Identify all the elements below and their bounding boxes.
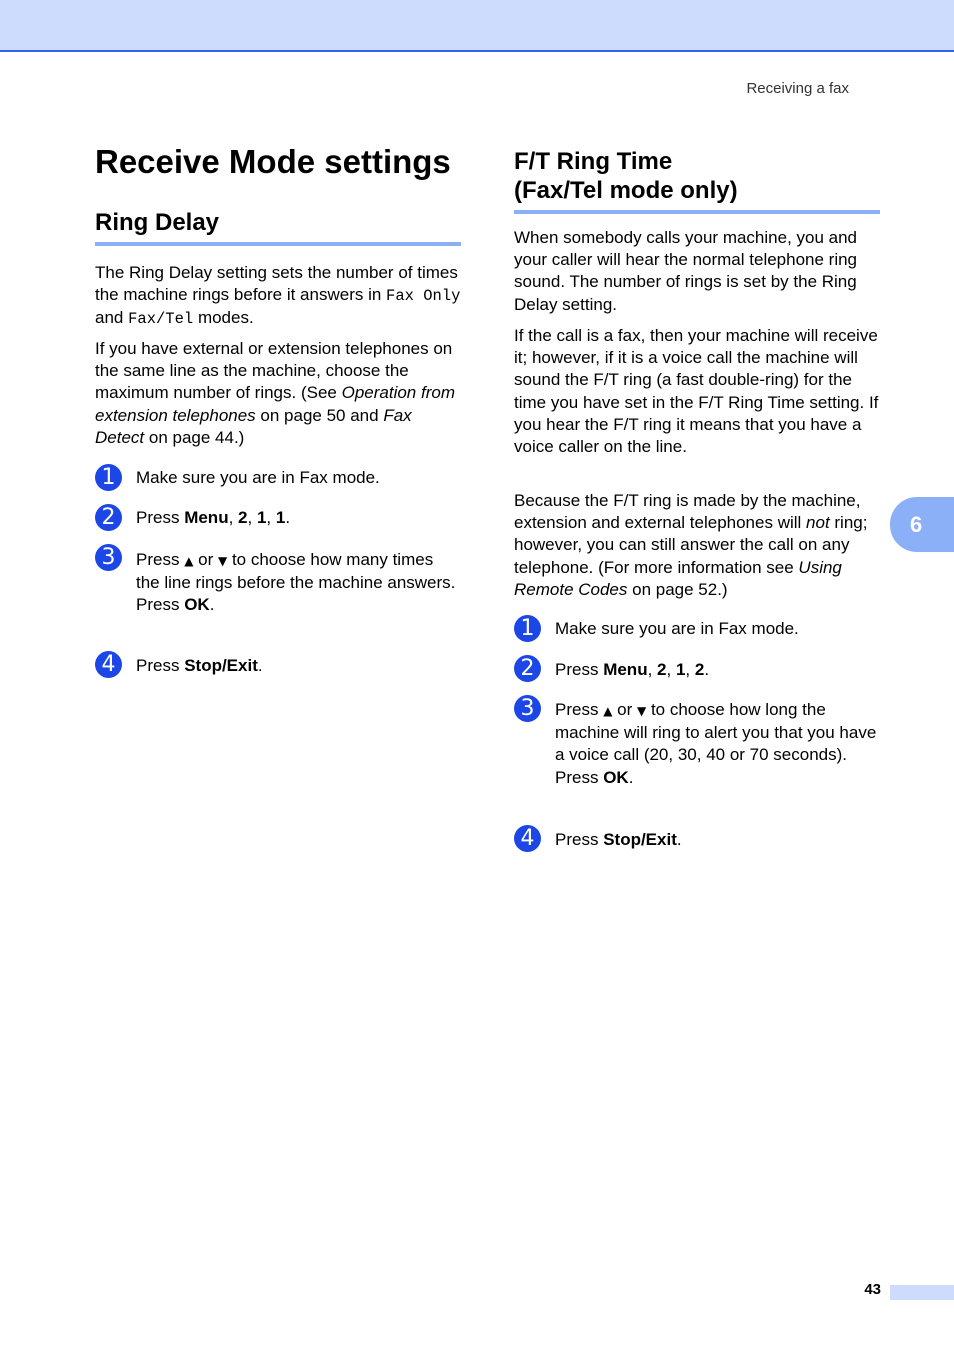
emphasis: not <box>806 513 830 533</box>
text: , <box>228 508 239 527</box>
step-number-icon: 4 <box>514 825 541 852</box>
key-label: Stop/Exit <box>184 656 258 675</box>
step-text <box>136 549 461 617</box>
text: ring; however, you can still answer the call on any telephone. (For more information see <box>514 513 868 577</box>
step-text: Make sure you are in Fax mode. <box>555 619 799 638</box>
step-number-icon: 2 <box>95 504 122 531</box>
step-number-icon: 3 <box>514 695 541 722</box>
text: , <box>266 508 276 527</box>
text: or <box>612 700 637 719</box>
ft-paragraph-2: If the call is a fax, then your machine will receive it; however, if it is a voice call the machine will sound the F/T ring (a fast double-ring) for the time you have set in the F/T Ring Time setting. If you hear the F/T ring it means that you have a voice caller on the line. <box>514 326 879 457</box>
text: to choose how many times the line rings before the machine answers. <box>136 550 456 593</box>
cross-reference: Using Remote Codes <box>514 557 842 599</box>
text: . <box>257 656 263 675</box>
up-arrow-icon: ▲ <box>603 704 613 718</box>
mode-fax-tel: Fax/Tel <box>128 310 194 329</box>
step-number-icon: 1 <box>95 464 122 491</box>
step-text <box>555 659 880 681</box>
text: , <box>247 508 257 527</box>
ring-delay-paragraph-2 <box>95 338 461 449</box>
text: . <box>704 660 710 679</box>
step-text <box>555 699 880 789</box>
text: , <box>647 660 658 679</box>
step-text <box>555 829 880 851</box>
step-number-icon: 4 <box>95 651 122 678</box>
text: Press <box>136 508 185 527</box>
key-label: 2 <box>238 508 248 527</box>
text: , <box>685 660 695 679</box>
step-number-icon: 2 <box>514 655 541 682</box>
cross-reference: Fax Detect <box>95 405 412 447</box>
step-text <box>136 655 461 677</box>
text: , <box>666 660 676 679</box>
ring-delay-paragraph-1 <box>95 262 461 331</box>
down-arrow-icon: ▼ <box>217 554 228 568</box>
text: and <box>95 308 129 328</box>
up-arrow-icon: ▲ <box>184 554 194 568</box>
text: on page 44.) <box>144 427 245 447</box>
step-number-icon: 1 <box>514 615 541 642</box>
text: The Ring Delay setting sets the number of times the machine rings before it answers in <box>95 263 458 305</box>
key-label: Stop/Exit <box>603 830 677 849</box>
key-label: Menu <box>603 660 648 679</box>
step-text: Make sure you are in Fax mode. <box>136 468 380 487</box>
text: on page 52.) <box>627 579 728 599</box>
heading-line: (Fax/Tel mode only) <box>514 177 738 204</box>
text: Press <box>555 660 604 679</box>
text: Press <box>555 767 604 787</box>
page-number-bar <box>890 1285 954 1300</box>
section-heading-ring-delay: Ring Delay <box>95 208 461 246</box>
text: If you have external or extension telephones on the same line as the machine, choose the maximum number of rings. (See <box>95 339 453 403</box>
ft-paragraph-3 <box>514 490 880 601</box>
text: Press <box>555 830 604 849</box>
section-heading-ft-ring-time <box>514 147 880 214</box>
step-number-icon: 3 <box>95 544 122 571</box>
text: Because the F/T ring is made by the machine, extension and external telephones will <box>514 491 861 533</box>
down-arrow-icon: ▼ <box>636 704 647 718</box>
text: modes. <box>193 308 254 328</box>
page-number: 43 <box>864 1281 881 1298</box>
text: . <box>628 767 634 787</box>
text: Press <box>136 550 185 569</box>
text: Press <box>555 700 604 719</box>
running-head: Receiving a fax <box>746 80 849 97</box>
text: . <box>285 508 291 527</box>
key-label: 1 <box>675 660 686 679</box>
text: Press <box>136 656 185 675</box>
key-label: OK <box>603 767 629 787</box>
chapter-title: Receive Mode settings <box>95 143 451 180</box>
heading-line: F/T Ring Time <box>514 148 673 175</box>
header-band <box>0 0 954 52</box>
key-label: 2 <box>694 660 705 679</box>
ft-paragraph-1: When somebody calls your machine, you and your caller will hear the normal telephone ring sound. The number of rings is set by the Ring Delay setting. <box>514 228 858 314</box>
text: . <box>676 830 682 849</box>
mode-fax-only: Fax Only <box>386 287 461 306</box>
chapter-tab: 6 <box>890 497 954 552</box>
cross-reference: Operation from extension telephones <box>95 383 455 425</box>
key-label: OK <box>184 595 210 615</box>
text: . <box>209 595 215 615</box>
text: or <box>193 550 218 569</box>
text: Press <box>136 595 185 615</box>
key-label: 2 <box>657 660 667 679</box>
key-label: 1 <box>256 508 267 527</box>
key-label: Menu <box>184 508 229 527</box>
step-text <box>136 507 461 529</box>
text: to choose how long the machine will ring to alert you that you have a voice call (20, 30, 40 or 70 seconds). <box>555 700 877 765</box>
text: on page 50 and <box>255 405 384 425</box>
key-label: 1 <box>275 508 286 527</box>
